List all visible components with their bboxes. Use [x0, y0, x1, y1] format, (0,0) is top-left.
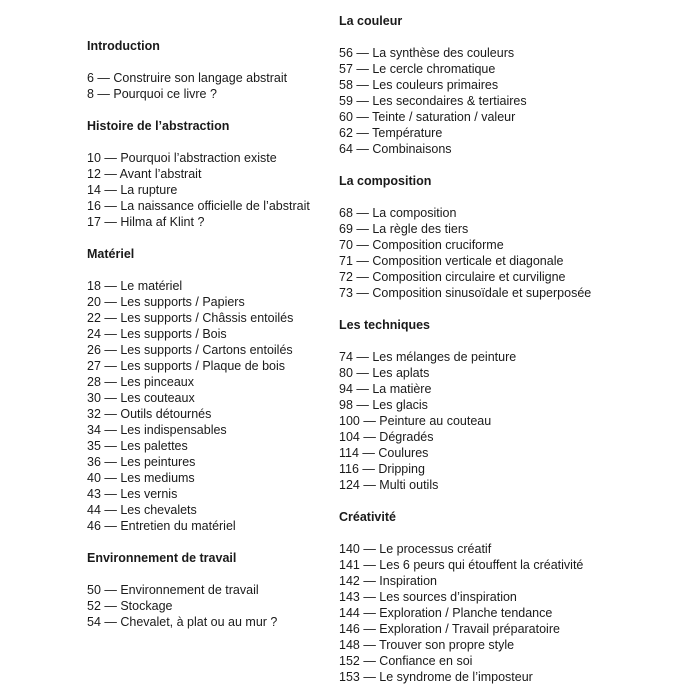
- toc-entry-list: [87, 150, 310, 230]
- toc-entry: 32 — Outils détournés: [87, 407, 212, 421]
- toc-entry: 20 — Les supports / Papiers: [87, 295, 245, 309]
- toc-entry-list: [339, 205, 591, 301]
- toc-entry: 80 — Les aplats: [339, 366, 430, 380]
- toc-entry: 60 — Teinte / saturation / valeur: [339, 110, 516, 124]
- section-title: Créativité: [339, 510, 396, 524]
- section-title: Environnement de travail: [87, 551, 237, 565]
- toc-entry: 100 — Peinture au couteau: [339, 414, 492, 428]
- toc-entry: 27 — Les supports / Plaque de bois: [87, 359, 286, 373]
- toc-entry: 74 — Les mélanges de peinture: [339, 350, 517, 364]
- toc-entry-list: [339, 541, 591, 685]
- toc-section-environnement-de-travail: [87, 550, 310, 630]
- toc-right-column: [339, 13, 591, 685]
- toc-entry: 152 — Confiance en soi: [339, 654, 473, 668]
- toc-entry: 71 — Composition verticale et diagonale: [339, 254, 564, 268]
- toc-entry: 10 — Pourquoi l’abstraction existe: [87, 151, 277, 165]
- toc-entry: 94 — La matière: [339, 382, 432, 396]
- section-title: Introduction: [87, 39, 160, 53]
- toc-entry: 143 — Les sources d’inspiration: [339, 590, 517, 604]
- toc-entry: 56 — La synthèse des couleurs: [339, 46, 515, 60]
- toc-entry: 52 — Stockage: [87, 599, 173, 613]
- toc-entry: 59 — Les secondaires & tertiaires: [339, 94, 527, 108]
- section-title: Les techniques: [339, 318, 430, 332]
- toc-entry: 44 — Les chevalets: [87, 503, 197, 517]
- toc-entry-list: [87, 278, 310, 534]
- toc-entry: 64 — Combinaisons: [339, 142, 452, 156]
- toc-entry: 57 — Le cercle chromatique: [339, 62, 496, 76]
- toc-entry-list: [339, 349, 591, 493]
- toc-entry: 16 — La naissance officielle de l’abstrait: [87, 199, 310, 213]
- toc-entry: 114 — Coulures: [339, 446, 429, 460]
- toc-entry: 43 — Les vernis: [87, 487, 178, 501]
- toc-entry: 104 — Dégradés: [339, 430, 434, 444]
- toc-entry: 30 — Les couteaux: [87, 391, 195, 405]
- toc-entry: 62 — Température: [339, 126, 443, 140]
- toc-section-materiel: [87, 246, 310, 534]
- toc-entry: 54 — Chevalet, à plat ou au mur ?: [87, 615, 278, 629]
- toc-entry: 28 — Les pinceaux: [87, 375, 195, 389]
- toc-entry: 124 — Multi outils: [339, 478, 439, 492]
- toc-entry: 36 — Les peintures: [87, 455, 196, 469]
- toc-entry: 146 — Exploration / Travail préparatoire: [339, 622, 560, 636]
- toc-entry: 35 — Les palettes: [87, 439, 188, 453]
- toc-entry: 58 — Les couleurs primaires: [339, 78, 499, 92]
- toc-entry: 17 — Hilma af Klint ?: [87, 215, 205, 229]
- toc-entry: 140 — Le processus créatif: [339, 542, 492, 556]
- toc-entry: 34 — Les indispensables: [87, 423, 227, 437]
- toc-entry: 24 — Les supports / Bois: [87, 327, 227, 341]
- toc-entry: 142 — Inspiration: [339, 574, 437, 588]
- toc-entry: 18 — Le matériel: [87, 279, 183, 293]
- toc-section-introduction: [87, 38, 310, 102]
- toc-entry: 72 — Composition circulaire et curviligne: [339, 270, 566, 284]
- toc-entry: 69 — La règle des tiers: [339, 222, 469, 236]
- toc-entry: 141 — Les 6 peurs qui étouffent la créativité: [339, 558, 584, 572]
- toc-entry: 22 — Les supports / Châssis entoilés: [87, 311, 294, 325]
- section-title: La composition: [339, 174, 432, 188]
- toc-entry-list: [339, 45, 591, 157]
- toc-entry: 70 — Composition cruciforme: [339, 238, 504, 252]
- toc-entry: 8 — Pourquoi ce livre ?: [87, 87, 217, 101]
- toc-section-la-composition: [339, 173, 591, 301]
- toc-section-histoire-de-l-abstraction: [87, 118, 310, 230]
- toc-entry: 46 — Entretien du matériel: [87, 519, 236, 533]
- toc-entry: 50 — Environnement de travail: [87, 583, 259, 597]
- toc-entry: 40 — Les mediums: [87, 471, 195, 485]
- toc-entry-list: [87, 70, 310, 102]
- toc-entry: 6 — Construire son langage abstrait: [87, 71, 288, 85]
- toc-entry: 153 — Le syndrome de l’imposteur: [339, 670, 533, 684]
- toc-entry: 148 — Trouver son propre style: [339, 638, 515, 652]
- toc-left-column: [87, 38, 310, 630]
- toc-entry: 68 — La composition: [339, 206, 457, 220]
- toc-entry: 144 — Exploration / Planche tendance: [339, 606, 553, 620]
- toc-entry: 73 — Composition sinusoïdale et superposée: [339, 286, 592, 300]
- toc-entry: 26 — Les supports / Cartons entoilés: [87, 343, 293, 357]
- toc-entry: 98 — Les glacis: [339, 398, 428, 412]
- section-title: Histoire de l’abstraction: [87, 119, 230, 133]
- toc-entry: 116 — Dripping: [339, 462, 425, 476]
- toc-entry-list: [87, 582, 310, 630]
- section-title: La couleur: [339, 14, 403, 28]
- toc-section-la-couleur: [339, 13, 591, 157]
- toc-entry: 12 — Avant l’abstrait: [87, 167, 202, 181]
- section-title: Matériel: [87, 247, 135, 261]
- toc-section-creativite: [339, 509, 591, 685]
- toc-entry: 14 — La rupture: [87, 183, 178, 197]
- toc-section-les-techniques: [339, 317, 591, 493]
